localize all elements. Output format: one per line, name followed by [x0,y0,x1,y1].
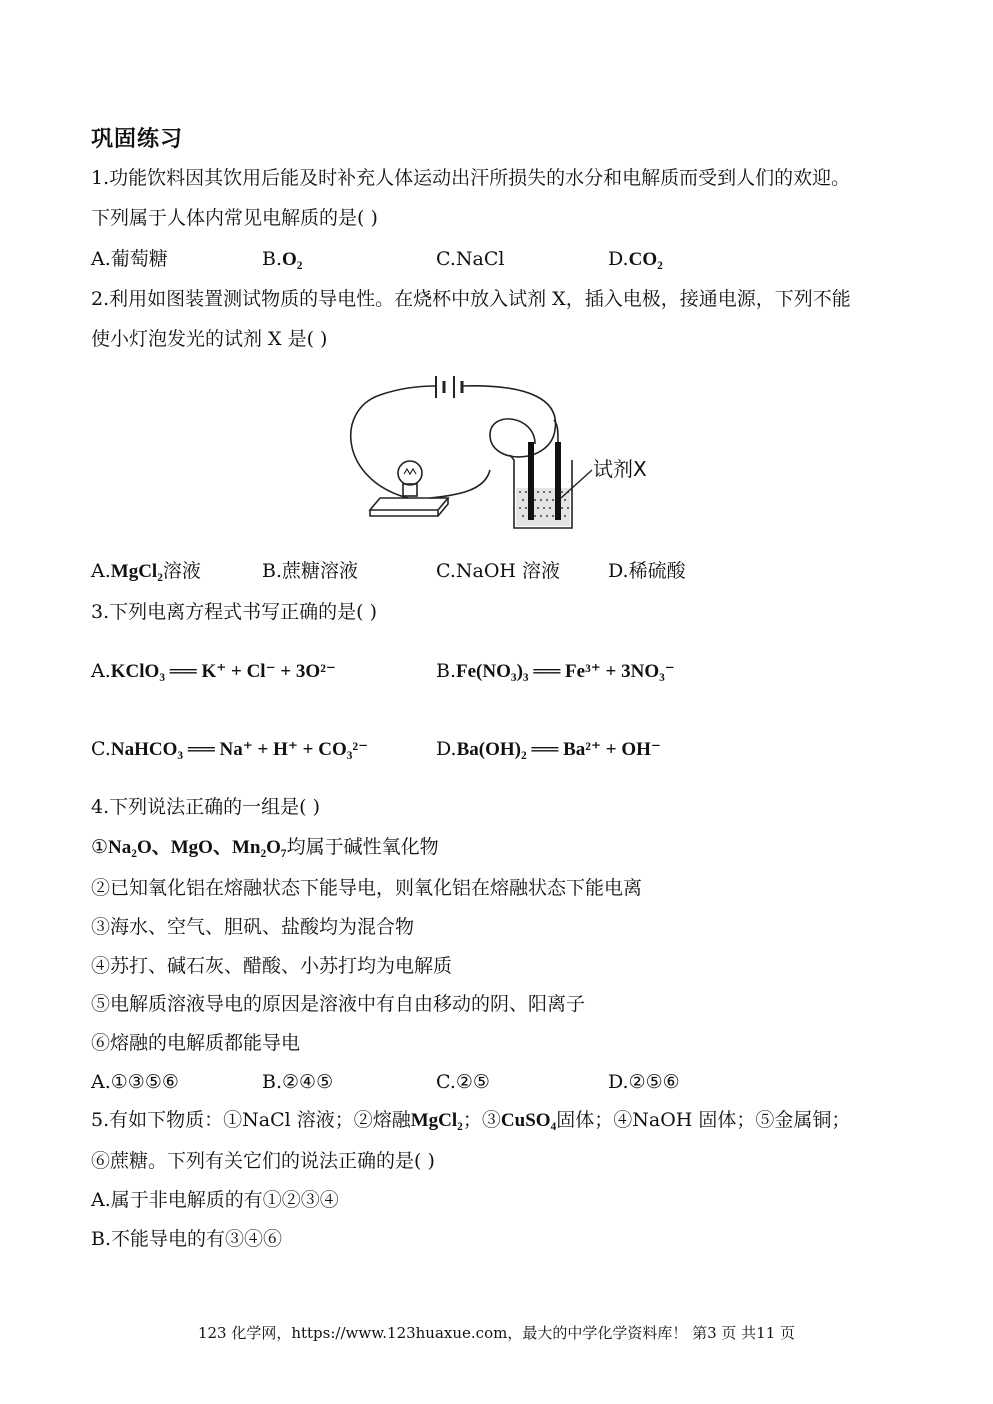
bulb-filament [404,469,416,474]
q3-option-c [91,737,368,762]
q4-statement-4: ④苏打、碱石灰、醋酸、小苏打均为电解质 [91,955,453,977]
ionization-equation: KClO₃ ══ K⁺ + Cl⁻ + 3O²⁻ [110,661,336,682]
wire-bulb-right [430,470,490,498]
q5-option-b: B.不能导电的有③④⑥ [91,1228,283,1250]
ionization-equation: Ba(OH)₂ ══ Ba²⁺ + OH⁻ [456,739,661,760]
option-prefix: B. [436,660,457,682]
reagent-x-label: 试剂X [593,457,647,481]
q4-statement-1 [91,835,439,860]
electrode-right [555,442,561,520]
q2-stem-line1: 2.利用如图装置测试物质的导电性。在烧杯中放入试剂 X，插入电极，接通电源，下列不能 [91,288,851,310]
liquid-dots [516,488,570,526]
statement-number: ① [91,836,109,858]
q5-stem-line2: ⑥蔗糖。下列有关它们的说法正确的是( ) [91,1150,435,1172]
chem-formula: MgCl₂ [110,561,163,582]
label-pointer [561,470,592,498]
option-prefix: D. [608,248,629,270]
q5-stem-line1 [91,1108,850,1133]
section-title: 巩固练习 [91,126,184,152]
ionization-equation: Fe(NO₃)₃ ══ Fe³⁺ + 3NO₃⁻ [456,661,675,682]
q1-option-c: C.NaCl [436,248,505,270]
q1-option-a: A.葡萄糖 [91,248,168,270]
q4-statement-6: ⑥熔融的电解质都能导电 [91,1032,301,1054]
stem-text: 5.有如下物质：①NaCl 溶液；②熔融 [91,1109,411,1131]
q2-option-d: D.稀硫酸 [608,560,686,582]
q1-stem-line2: 下列属于人体内常见电解质的是( ) [91,207,378,229]
statement-text: 均属于碱性氧化物 [286,836,439,858]
option-prefix: A. [91,660,111,682]
q2-option-c: C.NaOH 溶液 [436,560,561,582]
q2-option-a [91,559,201,584]
conductivity-apparatus-figure [340,370,670,535]
q5-option-a: A.属于非电解质的有①②③④ [91,1189,339,1211]
stem-text: ；③ [462,1109,501,1131]
wire-left [351,386,436,498]
chem-formula: CuSO₄ [500,1110,557,1131]
option-prefix: B. [262,248,283,270]
q4-statement-3: ③海水、空气、胆矾、盐酸均为混合物 [91,916,415,938]
q4-option-a: A.①③⑤⑥ [91,1071,179,1093]
q3-option-a [91,659,336,684]
option-prefix: D. [436,738,457,760]
q1-option-d [608,247,663,272]
wire-right [462,386,556,457]
chem-formula: CO₂ [628,249,663,270]
electrode-left [528,442,534,520]
stem-text: 固体；④NaOH 固体；⑤金属铜； [556,1109,851,1131]
chem-formula: Na₂O、MgO、Mn₂O₇ [108,837,287,858]
q4-statement-2: ②已知氧化铝在熔融状态下能导电，则氧化铝在熔融状态下能电离 [91,877,643,899]
q3-option-b [436,659,675,684]
ionization-equation: NaHCO₃ ══ Na⁺ + H⁺ + CO₃²⁻ [110,739,369,760]
q2-option-b: B.蔗糖溶液 [262,560,359,582]
chem-formula: MgCl₂ [410,1110,463,1131]
option-prefix: C. [91,738,111,760]
q2-stem-line2: 使小灯泡发光的试剂 X 是( ) [91,328,328,350]
q4-option-d: D.②⑤⑥ [608,1071,680,1093]
q4-statement-5: ⑤电解质溶液导电的原因是溶液中有自由移动的阴、阳离子 [91,993,586,1015]
chem-formula: O₂ [282,249,303,270]
page-footer: 123 化学网，https://www.123huaxue.com，最大的中学化学资料库！ 第3 页 共11 页 [197,1324,796,1342]
q4-option-b: B.②④⑤ [262,1071,334,1093]
option-suffix: 溶液 [162,560,201,582]
bulb-board-top [370,498,448,510]
q4-option-c: C.②⑤ [436,1071,490,1093]
option-prefix: A. [91,560,111,582]
q3-option-d [436,737,661,762]
q1-stem-line1: 1.功能饮料因其饮用后能及时补充人体运动出汗所损失的水分和电解质而受到人们的欢迎。 [91,167,851,189]
q4-stem: 4.下列说法正确的一组是( ) [91,796,320,818]
q3-stem: 3.下列电离方程式书写正确的是( ) [91,601,377,623]
q1-option-b [262,247,303,272]
bulb-board-front [370,510,438,516]
